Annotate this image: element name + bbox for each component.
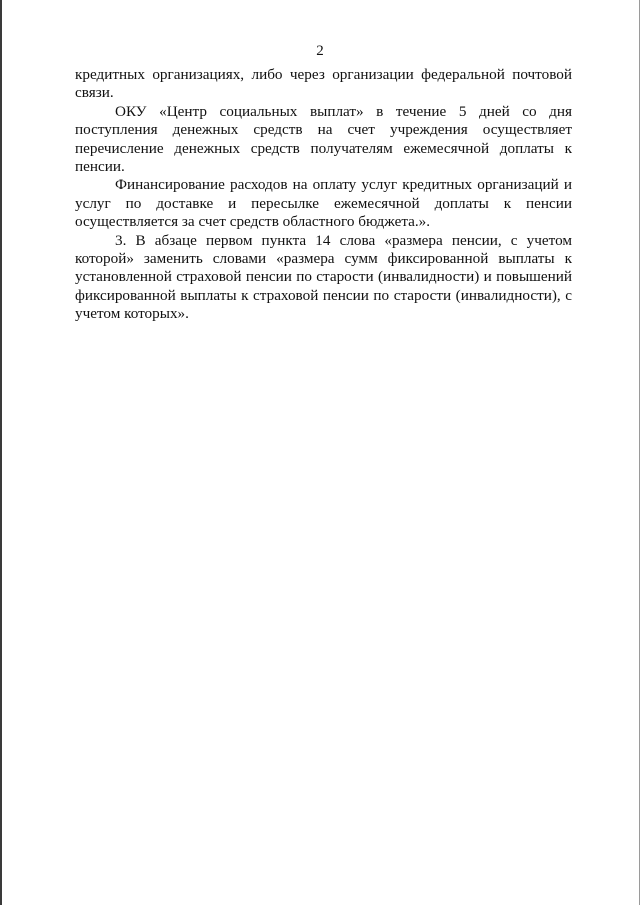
paragraph-financing: Финансирование расходов на оплату услуг кредитных организаций и услуг по доставке и пересылке ежемесячной доплаты к пенсии осуществляется за счет средств областного бюджета.». <box>75 176 572 231</box>
paragraph-payment-transfer: ОКУ «Центр социальных выплат» в течение 5 дней со дня поступления денежных средств на счет учреждения осуществляет перечисление денежных средств получателям ежемесячной доплаты к пенсии. <box>75 102 572 176</box>
paragraph-continuation: кредитных организациях, либо через организации федеральной почтовой связи. <box>75 66 572 102</box>
document-body <box>75 66 572 324</box>
scan-edge-left <box>0 0 2 905</box>
page-number: 2 <box>316 43 324 59</box>
paragraph-amendment-item-3: 3. В абзаце первом пункта 14 слова «размера пенсии, с учетом которой» заменить словами «размера сумм фиксированной выплаты к установленной страховой пенсии по старости (инвалидности) и повышений фиксированной выплаты к страховой пенсии по старости (инвалидности), с учетом которых». <box>75 231 572 323</box>
